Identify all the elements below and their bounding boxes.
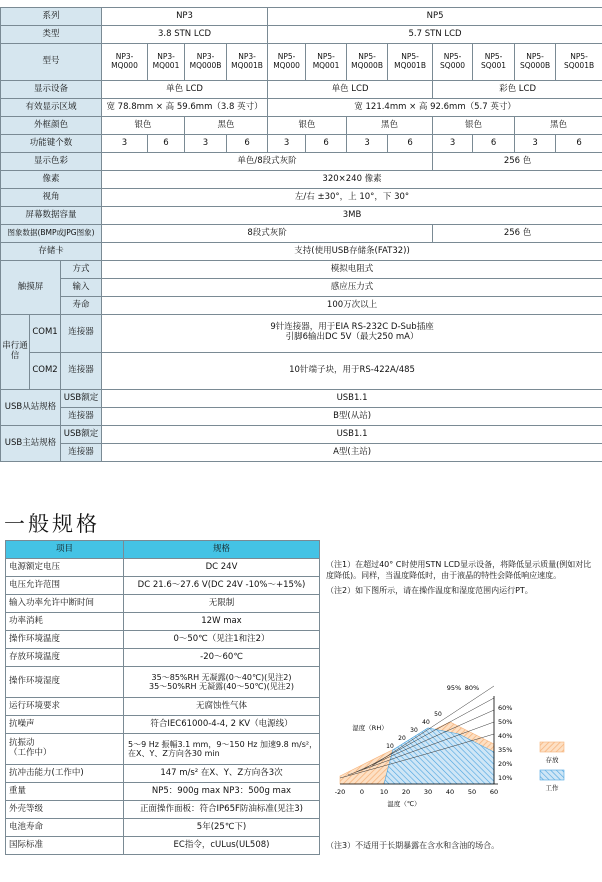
fkey-cell: 6 (306, 135, 347, 153)
spec-row-label-text: 外壳等级 (9, 803, 44, 814)
label-usb-slave: USB从站规格 (1, 390, 61, 426)
x-tick-label: 50 (467, 788, 477, 796)
spec-row-value-text: 12W max (201, 615, 242, 626)
model-cell: NP5-MQ001 (306, 44, 347, 81)
mem-value: 3MB (102, 207, 602, 225)
spec-row-value-text: 正面操作面板：符合IP65F防油标准(见注3) (140, 803, 303, 814)
fkey-cell: 3 (347, 135, 388, 153)
spec-row-value-text2: 在X、Y、Z方向各30 min (128, 749, 220, 758)
usb-slave-conn-label: 连接器 (61, 408, 102, 426)
frame-cell: 银色 (102, 117, 185, 135)
colors-np5: 256 色 (433, 153, 602, 171)
spec-row (6, 667, 320, 698)
temp-humidity-chart (326, 676, 594, 826)
spec-row-label-text2: （工作中） (9, 748, 52, 758)
spec-row-value (124, 734, 320, 765)
label-mem: 屏幕数据容量 (1, 207, 102, 225)
y-axis-label: 湿度（RH） (352, 724, 388, 732)
curve-label: 40 (422, 719, 430, 726)
x-tick-label: 10 (379, 788, 389, 796)
fkey-cell: 3 (102, 135, 148, 153)
model-cell: NP3-MQ001B (227, 44, 268, 81)
top-label: 80% (464, 684, 480, 692)
label-touch-life: 寿命 (61, 297, 102, 315)
label-type: 类型 (1, 26, 102, 44)
spec-row (6, 716, 320, 734)
touch-life: 100万次以上 (102, 297, 602, 315)
general-table (5, 540, 320, 855)
spec-row-label (6, 667, 124, 698)
label-fkeys: 功能键个数 (1, 135, 102, 153)
spec-row-label (6, 783, 124, 801)
model-cell: NP5-SQ000B (515, 44, 556, 81)
spec-row (6, 613, 320, 631)
spec-row-label-text: 国际标准 (9, 839, 44, 850)
fkey-cell: 6 (556, 135, 602, 153)
label-usb-master: USB主站规格 (1, 426, 61, 462)
frame-cell: 黑色 (347, 117, 433, 135)
spec-row-label (6, 595, 124, 613)
spec-row-value-text: DC 24V (205, 561, 238, 572)
spec-row-value-text: 35～85%RH 无凝露(0～40℃)(见注2) (151, 672, 292, 682)
right-tick-label: 50% (498, 718, 513, 726)
label-pixels: 像素 (1, 171, 102, 189)
right-tick-label: 40% (498, 732, 513, 740)
model-cell: NP3-MQ001 (148, 44, 185, 81)
fkey-cell: 3 (433, 135, 473, 153)
note-3: （注3）不适用于长期暴露在含水和含油的场合。 (326, 841, 500, 850)
right-tick-label: 60% (498, 704, 513, 712)
usb-master-conn: A型(主站) (102, 444, 602, 462)
spec-row-label-text: 操作环境湿度 (9, 676, 61, 687)
spec-row-value (124, 716, 320, 734)
spec-row-value-text: 无腐蚀性气体 (195, 700, 247, 711)
usb-master-rated: USB1.1 (102, 426, 602, 444)
x-tick-label: 60 (489, 788, 499, 796)
x-tick-label: 0 (359, 788, 365, 796)
fkey-cell: 6 (227, 135, 268, 153)
frame-cell: 银色 (268, 117, 347, 135)
curve-label: 10 (386, 743, 394, 750)
label-view: 视角 (1, 189, 102, 207)
np5-series: NP5 (268, 8, 602, 26)
com1-line2: 引脚6输出DC 5V（最大250 mA） (285, 332, 419, 343)
spec-row-label (6, 613, 124, 631)
com2-connector-label: 连接器 (61, 352, 102, 390)
spec-row-value (124, 613, 320, 631)
np3-series: NP3 (102, 8, 268, 26)
model-cell: NP5-MQ001B (388, 44, 433, 81)
fkey-cell: 3 (515, 135, 556, 153)
fkey-cell: 3 (268, 135, 306, 153)
x-tick-label: -20 (334, 788, 346, 796)
fkey-cell: 6 (148, 135, 185, 153)
spec-row-value (124, 765, 320, 783)
label-touch-method: 方式 (61, 261, 102, 279)
label-colors: 显示色彩 (1, 153, 102, 171)
display-np5-color: 彩色 LCD (433, 81, 602, 99)
spec-row-label-text: 功率消耗 (9, 615, 44, 626)
label-serial (1, 315, 61, 390)
legend-label: 存放 (545, 756, 559, 764)
spec-row-label-text: 电压允许范围 (9, 579, 61, 590)
col-spec-header: 规格 (124, 541, 320, 559)
spec-row (6, 595, 320, 613)
type-np3: 3.8 STN LCD (102, 26, 268, 44)
fkey-cell: 3 (185, 135, 227, 153)
spec-row-value-text: 5年(25℃下) (196, 821, 247, 832)
usb-slave-rated: USB1.1 (102, 390, 602, 408)
spec-row-label (6, 559, 124, 577)
usb-slave-conn: B型(从站) (102, 408, 602, 426)
spec-row-value (124, 801, 320, 819)
spec-row (6, 765, 320, 783)
area-np3: 宽 78.8mm × 高 59.6mm（3.8 英寸） (102, 99, 268, 117)
spec-row-label-text: 操作环境温度 (9, 633, 61, 644)
com1-value (102, 315, 602, 353)
spec-row-value (124, 819, 320, 837)
spec-row (6, 819, 320, 837)
touch-method: 模拟电阻式 (102, 261, 602, 279)
frame-cell: 黑色 (515, 117, 602, 135)
type-np5: 5.7 STN LCD (268, 26, 602, 44)
section-title: 一般规格 (4, 512, 100, 536)
spec-row-label-text: 电源额定电压 (9, 561, 61, 572)
spec-row-value-text: 无限制 (208, 597, 235, 608)
spec-row-label (6, 577, 124, 595)
touch-input: 感应压力式 (102, 279, 602, 297)
spec-row-value (124, 667, 320, 698)
fkey-cell: 6 (388, 135, 433, 153)
spec-row-value-text: NP5：900g max NP3：500g max (151, 785, 292, 796)
spec-row (6, 649, 320, 667)
display-np3: 单色 LCD (102, 81, 268, 99)
frame-cell: 黑色 (185, 117, 268, 135)
frame-cell: 银色 (433, 117, 515, 135)
spec-row-label-text: 运行环境要求 (9, 700, 61, 711)
spec-row-value-text: 符合IEC61000-4-4, 2 KV（电源线） (150, 718, 293, 729)
spec-row (6, 577, 320, 595)
spec-row-value-text: DC 21.6～27.6 V(DC 24V -10%～+15%) (137, 579, 306, 590)
spec-row-value (124, 837, 320, 855)
curve-label: 50 (434, 711, 442, 718)
spec-row-value (124, 649, 320, 667)
label-display: 显示设备 (1, 81, 102, 99)
curve-label: 20 (398, 735, 406, 742)
note-2: （注2）如下图所示，请在操作温度和湿度范围内运行PT。 (326, 585, 533, 595)
spec-row-value (124, 577, 320, 595)
x-tick-label: 30 (423, 788, 433, 796)
x-tick-label: 40 (445, 788, 455, 796)
spec-row-label (6, 765, 124, 783)
label-touch-input: 输入 (61, 279, 102, 297)
img-np5: 256 色 (433, 225, 602, 243)
usb-master-rated-label: USB额定 (61, 426, 102, 444)
x-tick-label: 20 (401, 788, 411, 796)
spec-row (6, 783, 320, 801)
label-card: 存储卡 (1, 243, 102, 261)
spec-row-value-text: 147 m/s² 在X、Y、Z方向各3次 (160, 767, 283, 778)
spec-row-label-text: 抗振动 (9, 738, 35, 749)
right-tick-label: 20% (498, 760, 513, 768)
spec-row-label (6, 631, 124, 649)
spec-row-label-text: 输入功率允许中断时间 (9, 597, 95, 608)
spec-row-value (124, 595, 320, 613)
spec-row-value (124, 631, 320, 649)
label-frame: 外框颜色 (1, 117, 102, 135)
spec-table (0, 7, 602, 462)
spec-row-label-text: 抗噪声 (9, 718, 35, 729)
spec-row-label-text: 重量 (9, 785, 27, 796)
spec-row-label (6, 734, 124, 765)
serial-label: 串行通信 (1, 315, 30, 389)
com1-connector-label: 连接器 (61, 315, 102, 353)
com2-value: 10针端子块，用于RS-422A/485 (102, 352, 602, 390)
spec-row-value-text: EC指令，cULus(UL508) (173, 839, 270, 850)
model-cell: NP5-SQ001 (473, 44, 515, 81)
model-cell: NP3-MQ000B (185, 44, 227, 81)
spec-row-label (6, 801, 124, 819)
com1-label: COM1 (30, 315, 60, 353)
label-model: 型号 (1, 44, 102, 81)
pixels-value: 320×240 像素 (102, 171, 602, 189)
right-tick-label: 10% (498, 774, 513, 782)
spec-row-label (6, 837, 124, 855)
spec-row-label (6, 819, 124, 837)
spec-row-value (124, 783, 320, 801)
top-label: 95% (446, 684, 462, 692)
legend-label: 工作 (545, 784, 559, 792)
notes (326, 560, 594, 600)
fkey-cell: 6 (473, 135, 515, 153)
display-np5-mono: 单色 LCD (268, 81, 433, 99)
spec-row-value-text: 0～50℃（见注1和注2） (173, 633, 270, 644)
colors-np3: 单色/8段式灰阶 (102, 153, 433, 171)
model-cell: NP5-SQ001B (556, 44, 602, 81)
label-img: 图象数据(BMP或JPG图象) (1, 225, 102, 243)
legend-swatch-0 (540, 742, 564, 752)
spec-row (6, 559, 320, 577)
right-tick-label: 35% (498, 746, 513, 754)
view-value: 左/右 ±30°，上 10°，下 30° (102, 189, 602, 207)
spec-row-value-text2: 35～50%RH 无凝露(40～50℃)(见注2) (149, 682, 294, 691)
usb-master-conn-label: 连接器 (61, 444, 102, 462)
spec-row-value (124, 698, 320, 716)
model-cell: NP5-SQ000 (433, 44, 473, 81)
label-series: 系列 (1, 8, 102, 26)
spec-row-value-text: -20～60℃ (200, 651, 243, 662)
usb-slave-rated-label: USB额定 (61, 390, 102, 408)
col-item-header: 项目 (6, 541, 124, 559)
spec-row-label (6, 698, 124, 716)
spec-row (6, 631, 320, 649)
spec-row (6, 801, 320, 819)
note-1: （注1）在超过40° C时使用STN LCD显示设备，将降低显示质量(例如对比度降低)。同样，当温度降低时，由于液晶的特性会降低响应速度。 (326, 560, 592, 580)
area-np5: 宽 121.4mm × 高 92.6mm（5.7 英寸） (268, 99, 602, 117)
spec-row (6, 698, 320, 716)
img-np3: 8段式灰阶 (102, 225, 433, 243)
label-touch: 触摸屏 (1, 261, 61, 315)
spec-row-value-text: 5～9 Hz 振幅3.1 mm，9～150 Hz 加速9.8 m/s²， (128, 739, 318, 749)
spec-row-label-text: 存放环境温度 (9, 651, 61, 662)
curve-label: 30 (410, 727, 418, 734)
spec-row-label (6, 716, 124, 734)
label-area: 有效显示区域 (1, 99, 102, 117)
spec-row (6, 734, 320, 765)
model-cell: NP5-MQ000B (347, 44, 388, 81)
spec-row-value (124, 559, 320, 577)
model-cell: NP5-MQ000 (268, 44, 306, 81)
com1-line1: 9针连接器，用于EIA RS-232C D-Sub插座 (270, 322, 434, 333)
model-cell: NP3-MQ000 (102, 44, 148, 81)
x-axis-label: 温度（℃） (387, 800, 421, 808)
spec-row-label-text: 抗冲击能力(工作中) (9, 767, 84, 778)
spec-row-label (6, 649, 124, 667)
card-value: 支持(使用USB存储条(FAT32)) (102, 243, 602, 261)
spec-row (6, 837, 320, 855)
spec-row-label-text: 电池寿命 (9, 821, 44, 832)
legend-swatch-1 (540, 770, 564, 780)
com2-label: COM2 (32, 364, 58, 375)
